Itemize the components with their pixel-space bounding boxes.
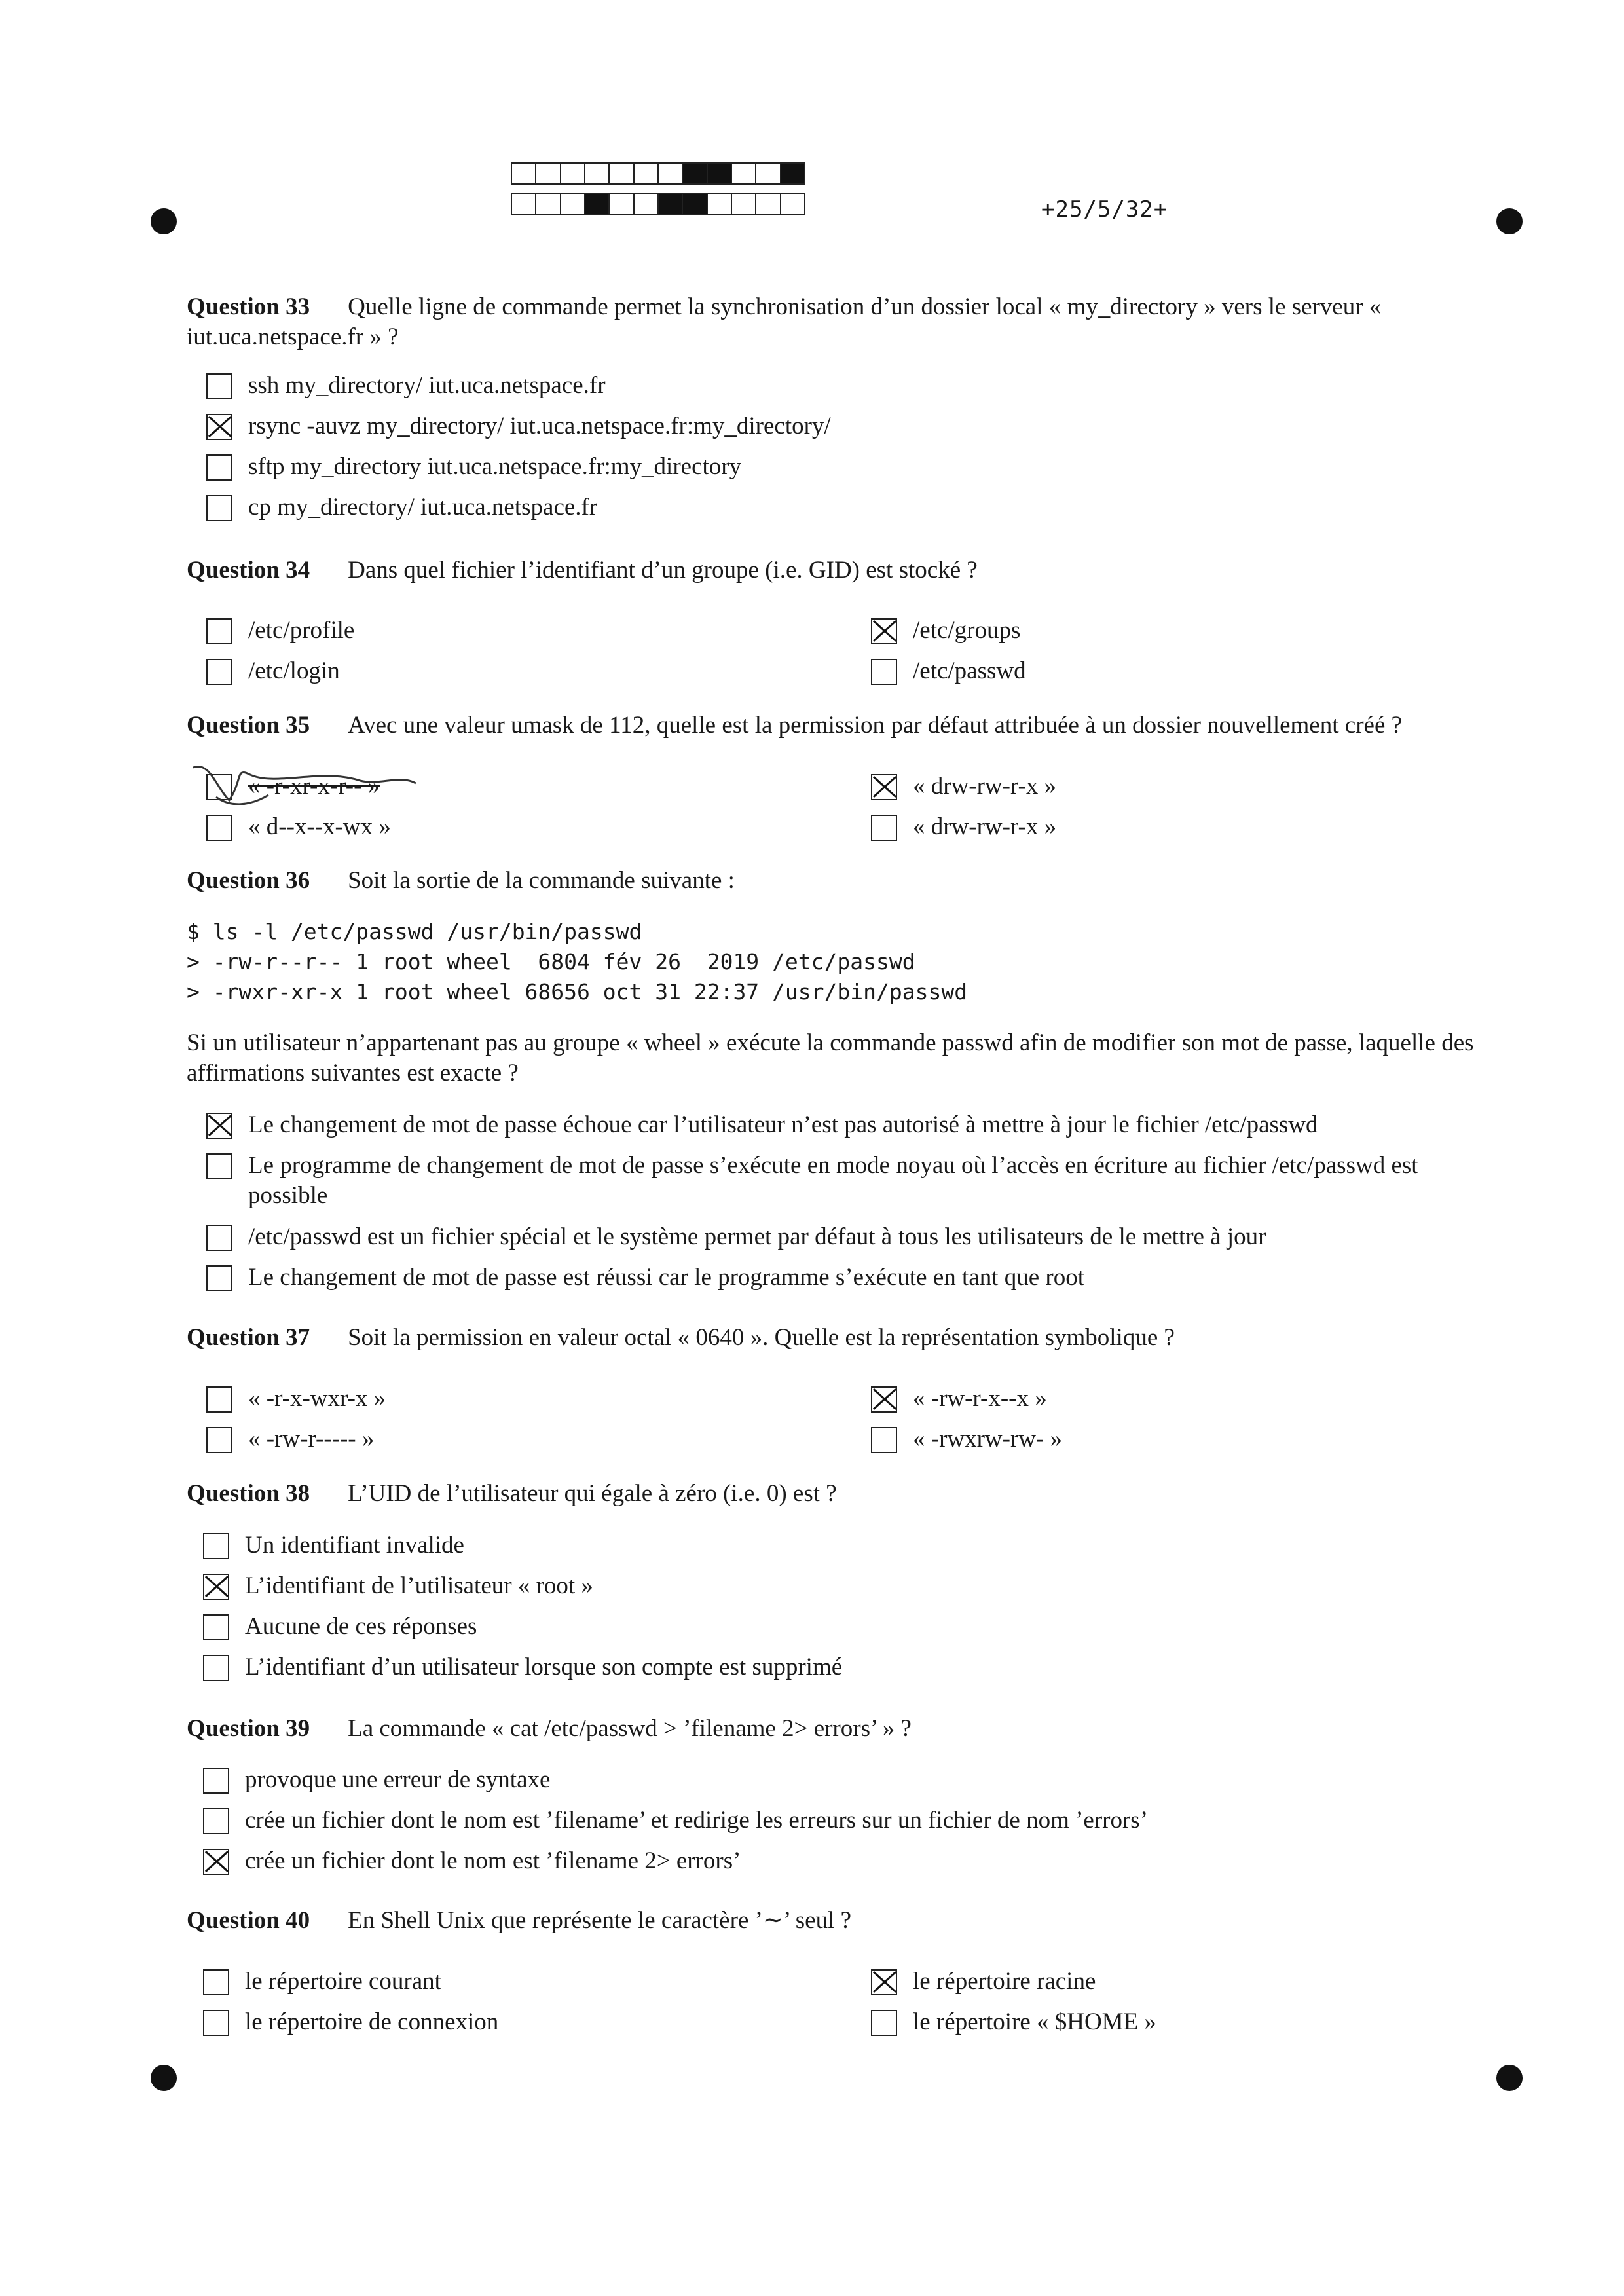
code-line: > -rwxr-xr-x 1 root wheel 68656 oct 31 22:37 /usr/bin/passwd — [187, 979, 968, 1005]
barcode-cell — [781, 164, 804, 183]
barcode-cell — [536, 194, 561, 214]
option-checkbox[interactable] — [871, 771, 1056, 802]
barcode-cell — [585, 194, 610, 214]
scribble-crossout-mark — [190, 761, 426, 813]
option-label: L’identifiant de l’utilisateur « root » — [245, 1572, 593, 1599]
checkbox-box[interactable] — [206, 618, 232, 644]
option-checkbox[interactable] — [206, 1384, 386, 1414]
barcode-cell — [512, 164, 536, 183]
option-label: /etc/passwd est un fichier spécial et le système permet par défaut à tous les utilisateurs de le mettre à jour — [248, 1223, 1266, 1250]
checkbox-box[interactable] — [206, 1153, 232, 1179]
option-checkbox[interactable] — [206, 1110, 1490, 1140]
question-39 — [187, 1714, 1493, 1744]
option-checkbox[interactable] — [871, 812, 1056, 842]
barcode-cell — [732, 194, 756, 214]
option-checkbox[interactable] — [203, 1571, 593, 1601]
barcode-cell — [610, 194, 634, 214]
checkbox-box[interactable] — [206, 1265, 232, 1291]
barcode-cell — [756, 164, 781, 183]
option-checkbox[interactable] — [871, 1424, 1062, 1454]
checkbox-box[interactable] — [206, 373, 232, 399]
barcode-cell — [708, 164, 732, 183]
checkbox-box[interactable] — [871, 1427, 897, 1453]
option-checkbox[interactable] — [206, 656, 340, 686]
barcode-cell — [635, 194, 659, 214]
checkbox-box[interactable] — [206, 1225, 232, 1251]
question-37 — [187, 1323, 1493, 1353]
barcode-cell — [708, 194, 732, 214]
checkbox-box[interactable] — [206, 1113, 232, 1139]
question-label: Question 34 — [187, 557, 310, 583]
checkbox-box[interactable] — [203, 1655, 229, 1681]
checkbox-box[interactable] — [206, 659, 232, 685]
checkbox-box[interactable] — [203, 1849, 229, 1875]
barcode-cell — [561, 164, 585, 183]
question-label: Question 36 — [187, 867, 310, 894]
checkbox-box[interactable] — [206, 815, 232, 841]
checkbox-box[interactable] — [203, 1614, 229, 1640]
question-prompt: Si un utilisateur n’appartenant pas au groupe « wheel » exécute la commande passwd afin de modifier son mot de passe, laquelle des affirmations suivantes est exacte ? — [187, 1029, 1474, 1086]
option-label: le répertoire « $HOME » — [913, 2009, 1156, 2035]
question-text: L’UID de l’utilisateur qui égale à zéro (i.e. 0) est ? — [348, 1480, 837, 1507]
registration-mark-top-right — [1496, 208, 1522, 234]
checkbox-box[interactable] — [203, 1768, 229, 1794]
option-label: /etc/groups — [913, 617, 1021, 644]
option-label: Un identifiant invalide — [245, 1532, 464, 1559]
barcode-cell — [659, 194, 683, 214]
option-checkbox[interactable] — [206, 411, 831, 441]
option-label: rsync -auvz my_directory/ iut.uca.netspace.fr:my_directory/ — [248, 413, 831, 439]
checkbox-box[interactable] — [871, 618, 897, 644]
checkbox-box[interactable] — [871, 1969, 897, 1995]
option-checkbox[interactable] — [206, 616, 354, 646]
checkbox-box[interactable] — [203, 1969, 229, 1995]
option-label: provoque une erreur de syntaxe — [245, 1766, 551, 1793]
question-35 — [187, 711, 1493, 741]
page-id: +25/5/32+ — [1041, 196, 1168, 223]
question-text: Soit la sortie de la commande suivante : — [348, 867, 735, 894]
checkbox-box[interactable] — [871, 2010, 897, 2036]
option-checkbox[interactable] — [203, 1805, 1148, 1836]
question-label: Question 40 — [187, 1907, 310, 1934]
registration-mark-bottom-left — [151, 2065, 177, 2091]
option-label: /etc/login — [248, 657, 340, 684]
question-34 — [187, 555, 1493, 585]
option-label: ssh my_directory/ iut.uca.netspace.fr — [248, 372, 606, 399]
checkbox-box[interactable] — [871, 815, 897, 841]
option-label: L’identifiant d’un utilisateur lorsque son compte est supprimé — [245, 1654, 843, 1680]
question-text: Dans quel fichier l’identifiant d’un groupe (i.e. GID) est stocké ? — [348, 557, 978, 583]
question-40 — [187, 1906, 1493, 1936]
checkbox-box[interactable] — [206, 1427, 232, 1453]
option-label: Aucune de ces réponses — [245, 1613, 477, 1640]
barcode-row-1 — [511, 162, 805, 185]
option-checkbox[interactable] — [871, 1384, 1047, 1414]
question-text: Avec une valeur umask de 112, quelle est la permission par défaut attribuée à un dossier nouvellement créé ? — [348, 712, 1403, 739]
question-label: Question 35 — [187, 712, 310, 739]
checkbox-box[interactable] — [203, 1533, 229, 1559]
option-checkbox[interactable] — [203, 1652, 842, 1682]
question-36 — [187, 866, 1493, 896]
option-checkbox[interactable] — [206, 1222, 1490, 1252]
checkbox-box[interactable] — [206, 495, 232, 521]
question-text: Quelle ligne de commande permet la synchronisation d’un dossier local « my_directory » vers le serveur « iut.uca.netspace.fr » ? — [187, 293, 1382, 350]
option-label: cp my_directory/ iut.uca.netspace.fr — [248, 494, 598, 521]
question-text: En Shell Unix que représente le caractère ’∼’ seul ? — [348, 1907, 852, 1934]
option-checkbox[interactable] — [871, 656, 1026, 686]
registration-mark-bottom-right — [1496, 2065, 1522, 2091]
barcode-row-2 — [511, 193, 805, 215]
option-checkbox[interactable] — [203, 1530, 464, 1561]
option-label: crée un fichier dont le nom est ’filename 2> errors’ — [245, 1847, 741, 1874]
option-checkbox[interactable] — [203, 1967, 441, 1997]
barcode-cell — [561, 194, 585, 214]
question-text: La commande « cat /etc/passwd > ’filename 2> errors’ » ? — [348, 1715, 912, 1742]
question-33 — [187, 292, 1493, 352]
option-label: /etc/profile — [248, 617, 355, 644]
code-line: $ ls -l /etc/passwd /usr/bin/passwd — [187, 919, 642, 944]
option-label: Le changement de mot de passe est réussi car le programme s’exécute en tant que root — [248, 1264, 1085, 1291]
question-38 — [187, 1479, 1493, 1509]
option-label: « -r-xr-x-r-- » — [248, 773, 380, 800]
option-checkbox[interactable] — [206, 452, 741, 482]
option-label: « drw-rw-r-x » — [913, 813, 1057, 840]
option-checkbox[interactable] — [206, 371, 606, 401]
option-label: Le programme de changement de mot de passe s’exécute en mode noyau où l’accès en écriture au fichier /etc/passwd est possible — [248, 1152, 1418, 1209]
code-line: > -rw-r--r-- 1 root wheel 6804 fév 26 2019 /etc/passwd — [187, 949, 915, 974]
option-label: le répertoire racine — [913, 1968, 1096, 1995]
option-checkbox[interactable] — [871, 616, 1020, 646]
option-checkbox[interactable] — [206, 1424, 374, 1454]
option-checkbox[interactable] — [203, 1612, 477, 1642]
checkbox-box[interactable] — [871, 659, 897, 685]
option-checkbox[interactable] — [206, 1151, 1490, 1211]
barcode-cell — [756, 194, 781, 214]
option-checkbox[interactable] — [203, 2007, 498, 2037]
option-label: Le changement de mot de passe échoue car l’utilisateur n’est pas autorisé à mettre à jour le fichier /etc/passwd — [248, 1111, 1318, 1138]
option-label: « -rw-r----- » — [248, 1426, 375, 1453]
question-label: Question 33 — [187, 293, 310, 320]
option-label: « d--x--x-wx » — [248, 813, 391, 840]
option-label: « -r-x-wxr-x » — [248, 1385, 386, 1412]
option-label: « -rw-r-x--x » — [913, 1385, 1047, 1412]
checkbox-box[interactable] — [206, 1386, 232, 1413]
option-label: sftp my_directory iut.uca.netspace.fr:my_directory — [248, 453, 742, 480]
option-label: « drw-rw-r-x » — [913, 773, 1057, 800]
option-label: crée un fichier dont le nom est ’filename’ et redirige les erreurs sur un fichier de nom ’errors’ — [245, 1807, 1149, 1834]
option-checkbox[interactable] — [203, 1846, 741, 1876]
question-label: Question 38 — [187, 1480, 310, 1507]
option-checkbox[interactable] — [206, 1263, 1490, 1293]
option-checkbox[interactable] — [206, 492, 597, 523]
option-label: /etc/passwd — [913, 657, 1026, 684]
barcode-cell — [635, 164, 659, 183]
barcode-cell — [781, 194, 804, 214]
barcode-cell — [659, 164, 683, 183]
checkbox-box[interactable] — [206, 454, 232, 481]
option-label: le répertoire de connexion — [245, 2009, 499, 2035]
barcode-cell — [732, 164, 756, 183]
question-label: Question 39 — [187, 1715, 310, 1742]
barcode-cell — [683, 194, 707, 214]
barcode-cell — [585, 164, 610, 183]
question-label: Question 37 — [187, 1324, 310, 1351]
barcode-cell — [610, 164, 634, 183]
option-checkbox[interactable] — [203, 1765, 550, 1795]
option-checkbox[interactable] — [871, 1967, 1096, 1997]
checkbox-box[interactable] — [203, 2010, 229, 2036]
checkbox-box[interactable] — [871, 774, 897, 800]
option-label: « -rwxrw-rw- » — [913, 1426, 1063, 1453]
option-checkbox[interactable] — [871, 2007, 1156, 2037]
checkbox-box[interactable] — [871, 1386, 897, 1413]
option-checkbox[interactable] — [206, 812, 391, 842]
barcode-cell — [512, 194, 536, 214]
barcode-cell — [536, 164, 561, 183]
question-text: Soit la permission en valeur octal « 0640 ». Quelle est la représentation symbolique ? — [348, 1324, 1175, 1351]
registration-mark-top-left — [151, 208, 177, 234]
checkbox-box[interactable] — [206, 414, 232, 440]
checkbox-box[interactable] — [203, 1808, 229, 1834]
option-label: le répertoire courant — [245, 1968, 441, 1995]
barcode-cell — [683, 164, 707, 183]
checkbox-box[interactable] — [203, 1574, 229, 1600]
